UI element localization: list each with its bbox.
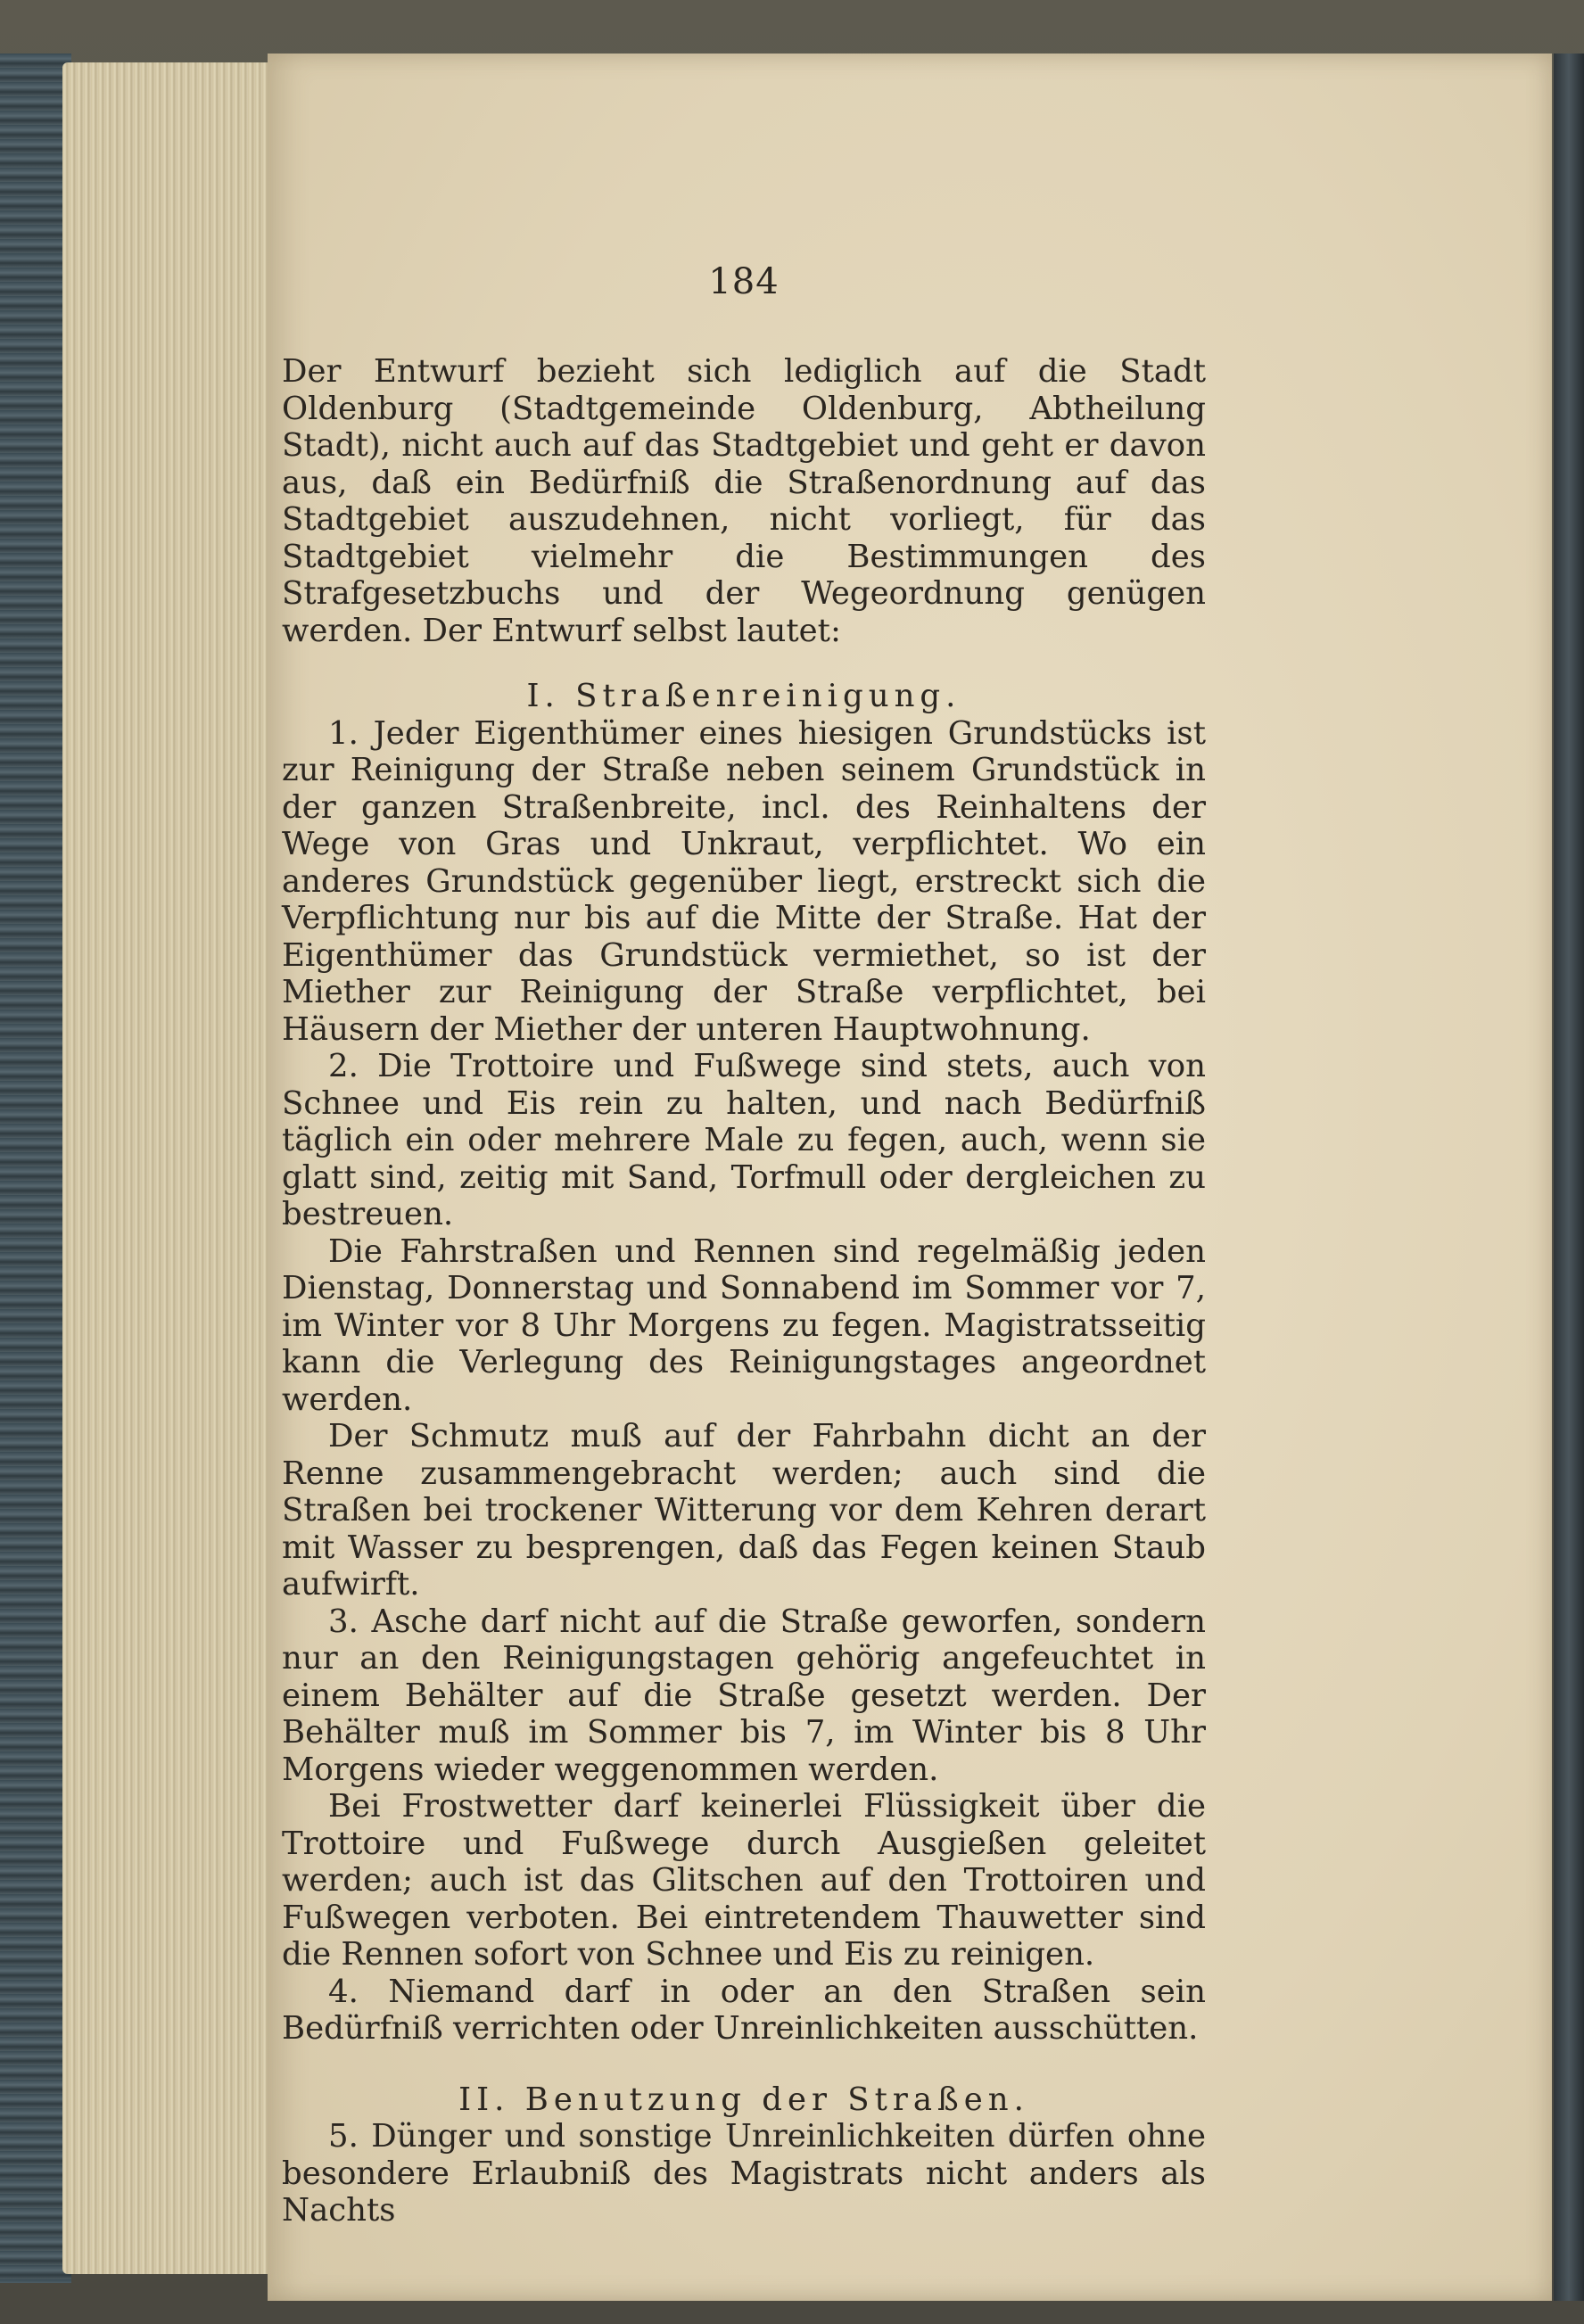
- paragraph: 1. Jeder Eigenthümer eines hiesigen Grundstücks ist zur Reinigung der Straße neben seinem Grundstück in der ganzen Straßenbreite, incl. des Reinhaltens der Wege von Gras und Unkraut, verpflichtet. Wo ein anderes Grundstück gegenüber liegt, erstreckt sich die Verpflichtung nur bis auf die Mitte der Straße. Hat der Eigenthümer das Grundstück vermiethet, so ist der Miether zur Reinigung der Straße verpflichtet, bei Häusern der Miether der unteren Hauptwohnung.: [282, 714, 1206, 1048]
- paragraph: Der Schmutz muß auf der Fahrbahn dicht an der Renne zusammengebracht werden; auch sind die Straßen bei trockener Witterung vor dem Kehren derart mit Wasser zu besprengen, daß das Fegen keinen Staub aufwirft.: [282, 1418, 1206, 1603]
- intro-paragraph: Der Entwurf bezieht sich lediglich auf die Stadt Oldenburg (Stadtgemeinde Oldenburg, Abtheilung Stadt), nicht auch auf das Stadtgebiet und geht er davon aus, daß ein Bedürfniß die Straßenordnung auf das Stadtgebiet auszudehnen, nicht vorliegt, für das Stadtgebiet vielmehr die Bestimmungen des Strafgesetzbuchs und der Wegeordnung genügen werden. Der Entwurf selbst lautet:: [282, 353, 1206, 649]
- paragraph: 4. Niemand darf in oder an den Straßen sein Bedürfniß verrichten oder Unreinlichkeiten ausschütten.: [282, 1973, 1206, 2047]
- section-heading-straßenreinigung: I. Straßenreinigung.: [526, 678, 961, 714]
- paragraph: 5. Dünger und sonstige Unreinlichkeiten dürfen ohne besondere Erlaubniß des Magistrats nicht anders als Nachts: [282, 2118, 1206, 2229]
- paragraph: Bei Frostwetter darf keinerlei Flüssigkeit über die Trottoire und Fußwege durch Ausgießen geleitet werden; auch ist das Glitschen auf den Trottoiren und Fußwegen verboten. Bei eintretendem Thauwetter sind die Rennen sofort von Schnee und Eis zu reinigen.: [282, 1788, 1206, 1973]
- paragraph: Die Fahrstraßen und Rennen sind regelmäßig jeden Dienstag, Donnerstag und Sonnabend im Sommer vor 7, im Winter vor 8 Uhr Morgens zu fegen. Magistratsseitig kann die Verlegung des Reinigungstages angeordnet werden.: [282, 1232, 1206, 1418]
- book-cover-edge: [0, 54, 71, 2283]
- page-number: 184: [708, 261, 780, 302]
- page-edges: [62, 62, 294, 2274]
- paragraph: 2. Die Trottoire und Fußwege sind stets, auch von Schnee und Eis rein zu halten, und nach Bedürfniß täglich ein oder mehrere Male zu fegen, auch, wenn sie glatt sind, zeitig mit Sand, Torfmull oder dergleichen zu bestreuen.: [282, 1048, 1206, 1232]
- paragraph: 3. Asche darf nicht auf die Straße geworfen, sondern nur an den Reinigungstagen gehörig angefeuchtet in einem Behälter auf die Straße gesetzt werden. Der Behälter muß im Sommer bis 7, im Winter bis 8 Uhr Morgens wieder weggenommen werden.: [282, 1603, 1206, 1788]
- text-flow: [282, 353, 1206, 2229]
- section-heading-benutzung: II. Benutzung der Straßen.: [458, 2081, 1029, 2118]
- book-spine: [1554, 54, 1584, 2301]
